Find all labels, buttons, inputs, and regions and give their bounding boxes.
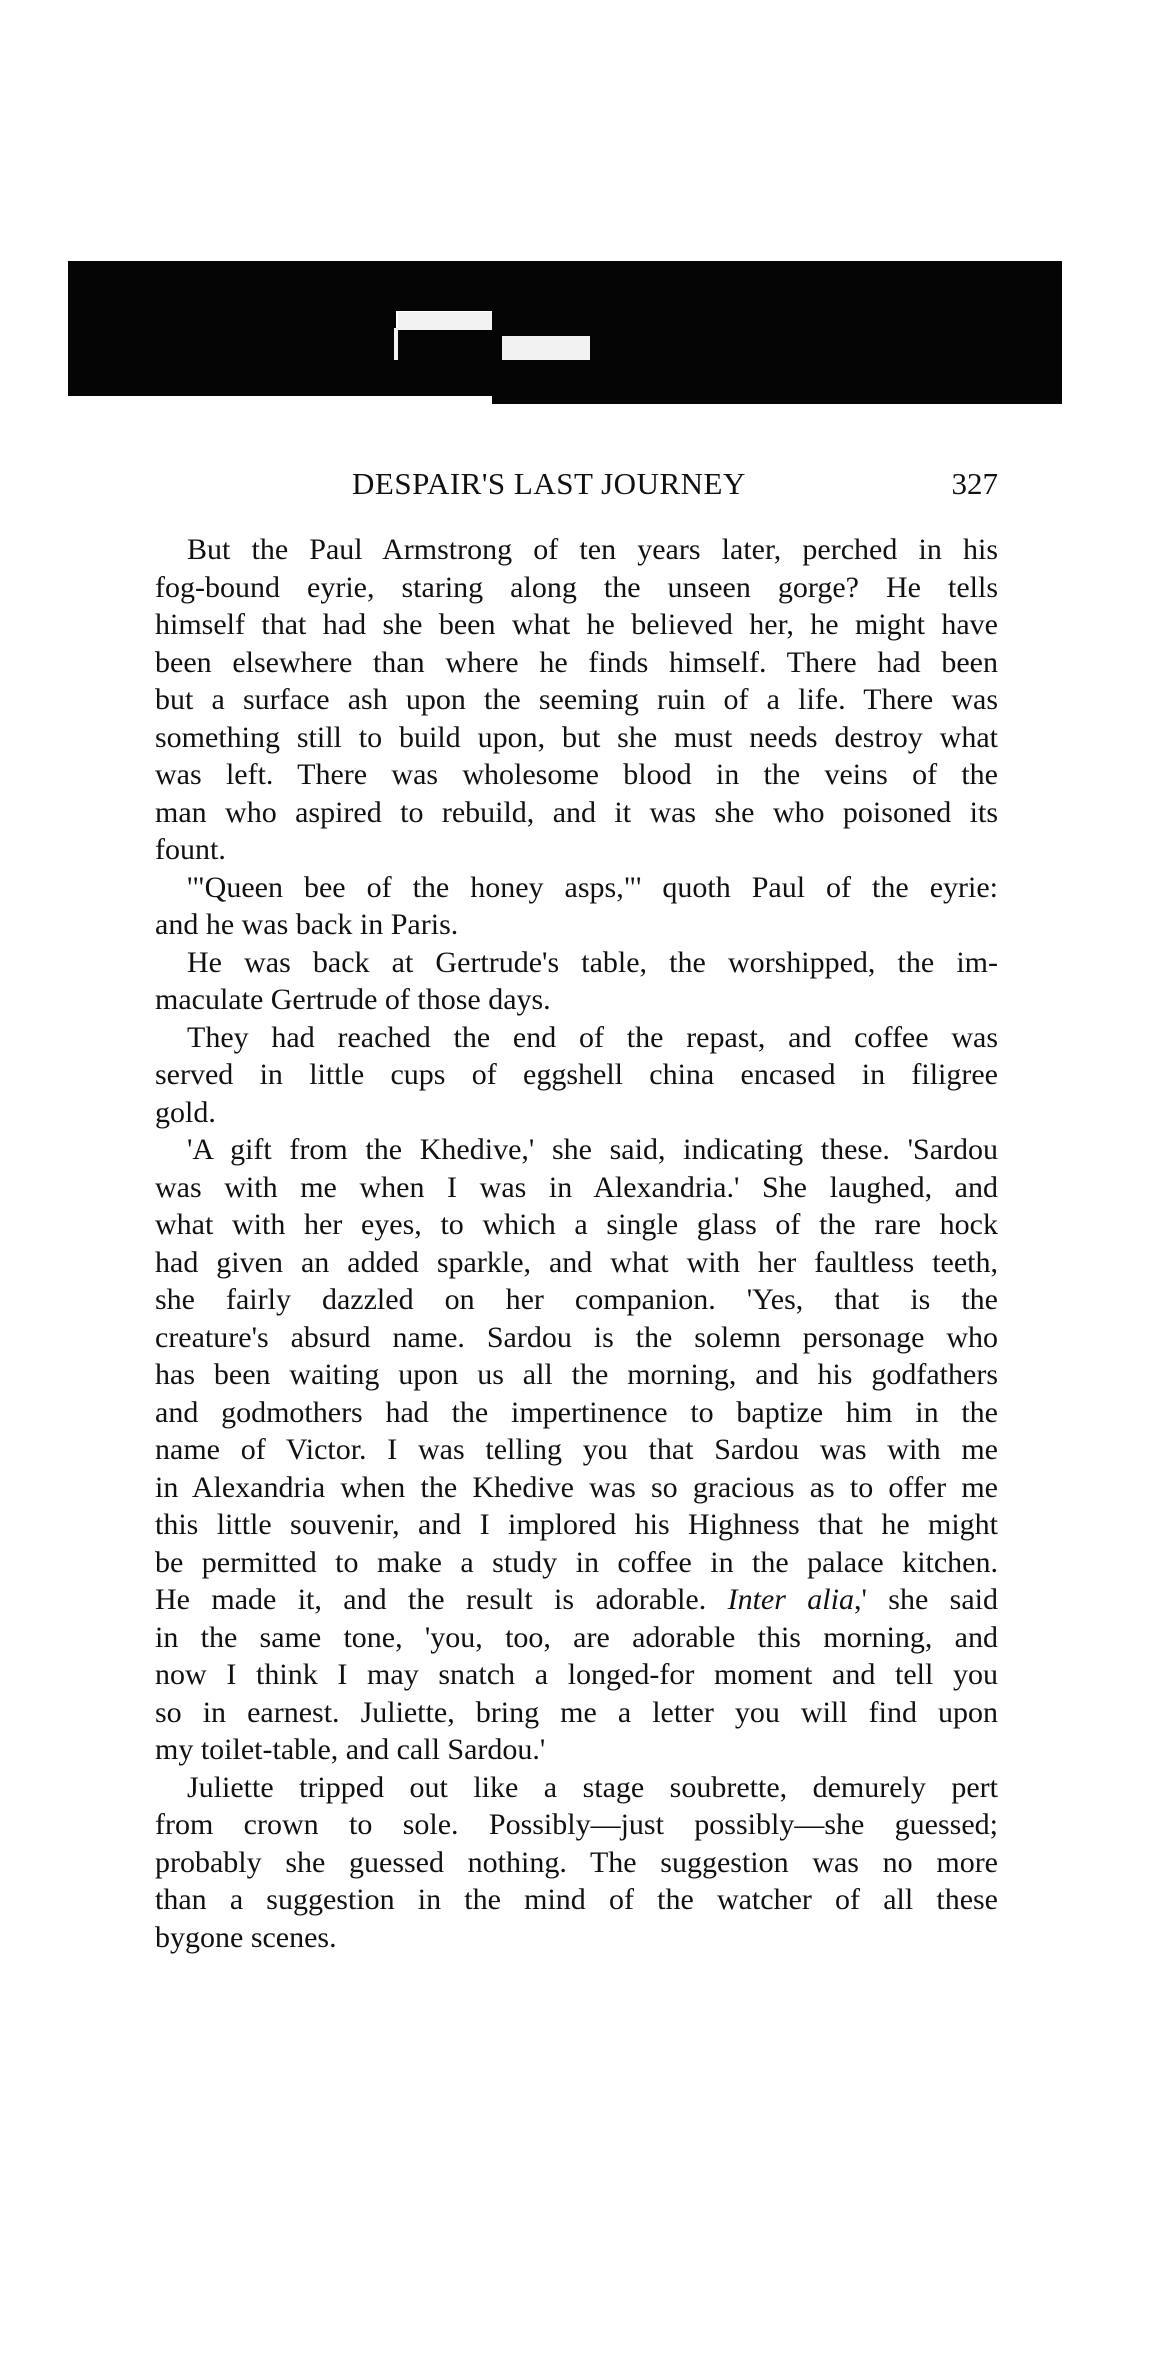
paragraph <box>155 1769 998 1957</box>
text-line: maculate Gertrude of those days. <box>155 983 551 1016</box>
text-line: He made it, and the result is adorable. Inter alia,' she said <box>155 1583 998 1616</box>
text-line: in the same tone, 'you, too, are adorable this morning, and <box>155 1620 998 1654</box>
paragraph <box>155 531 998 869</box>
text-line: '"Queen bee of the honey asps,"' quoth Paul of the eyrie: <box>187 870 998 904</box>
redaction-band-middle-low <box>396 330 492 396</box>
text-line: himself that had she been what he believed her, he might have <box>155 608 998 641</box>
text-line: she fairly dazzled on her companion. 'Yes, that is the <box>155 1283 998 1316</box>
text-line: has been waiting upon us all the morning, and his godfathers <box>155 1358 998 1391</box>
text-line: what with her eyes, to which a single glass of the rare hock <box>155 1208 998 1241</box>
text-line: in Alexandria when the Khedive was so gracious as to offer me <box>155 1470 998 1504</box>
text-line: and he was back in Paris. <box>155 908 459 941</box>
text-line: but a surface ash upon the seeming ruin of a life. There was <box>155 683 998 716</box>
running-head <box>155 466 998 512</box>
paragraph <box>155 1131 998 1769</box>
text-line: fount. <box>155 833 226 866</box>
page-number: 327 <box>951 466 998 501</box>
text-line: man who aspired to rebuild, and it was she who poisoned its <box>155 795 998 829</box>
text-line: bygone scenes. <box>155 1920 337 1954</box>
text-line: probably she guessed nothing. The suggestion was no more <box>155 1845 998 1879</box>
text-line: 'A gift from the Khedive,' she said, indicating these. 'Sardou <box>187 1133 998 1166</box>
band-notch <box>398 312 492 330</box>
redaction-band-middle-top <box>396 261 492 311</box>
text-line: He was back at Gertrude's table, the worshipped, the im- <box>187 945 998 979</box>
text-line: gold. <box>155 1095 216 1129</box>
text-line: my toilet-table, and call Sardou.' <box>155 1733 546 1766</box>
redaction-band-right <box>492 261 1062 404</box>
paragraph <box>155 1019 998 1132</box>
text-line: name of Victor. I was telling you that Sardou was with me <box>155 1433 998 1466</box>
text-line: something still to build upon, but she must needs destroy what <box>155 720 998 754</box>
redaction-band-left <box>68 261 396 396</box>
paragraph <box>155 944 998 1019</box>
text-line: fog-bound eyrie, staring along the unseen gorge? He tells <box>155 570 998 604</box>
body-text <box>155 531 998 1956</box>
text-line: from crown to sole. Possibly—just possibly—she guessed; <box>155 1808 998 1841</box>
text-line: creature's absurd name. Sardou is the solemn personage who <box>155 1320 998 1354</box>
text-line: They had reached the end of the repast, and coffee was <box>187 1020 998 1054</box>
text-line: than a suggestion in the mind of the watcher of all these <box>155 1883 998 1916</box>
text-line: and godmothers had the impertinence to baptize him in the <box>155 1395 998 1429</box>
text-line: But the Paul Armstrong of ten years later, perched in his <box>187 533 998 566</box>
text-line: been elsewhere than where he finds himself. There had been <box>155 645 998 679</box>
text-line: had given an added sparkle, and what with her faultless teeth, <box>155 1245 998 1279</box>
text-line: be permitted to make a study in coffee in the palace kitchen. <box>155 1545 998 1579</box>
text-line: so in earnest. Juliette, bring me a letter you will find upon <box>155 1695 998 1729</box>
band-notch <box>502 336 590 360</box>
text-line: now I think I may snatch a longed-for moment and tell you <box>155 1658 998 1691</box>
text-line: was left. There was wholesome blood in the veins of the <box>155 758 998 791</box>
paragraph <box>155 869 998 944</box>
band-notch <box>394 328 398 360</box>
running-title: DESPAIR'S LAST JOURNEY <box>352 466 746 501</box>
text-line: Juliette tripped out like a stage soubrette, demurely pert <box>187 1770 998 1804</box>
text-line: was with me when I was in Alexandria.' She laughed, and <box>155 1170 998 1204</box>
italic-phrase: Inter alia <box>727 1583 854 1616</box>
text-line: this little souvenir, and I implored his Highness that he might <box>155 1508 998 1541</box>
text-line: served in little cups of eggshell china encased in filigree <box>155 1058 998 1091</box>
